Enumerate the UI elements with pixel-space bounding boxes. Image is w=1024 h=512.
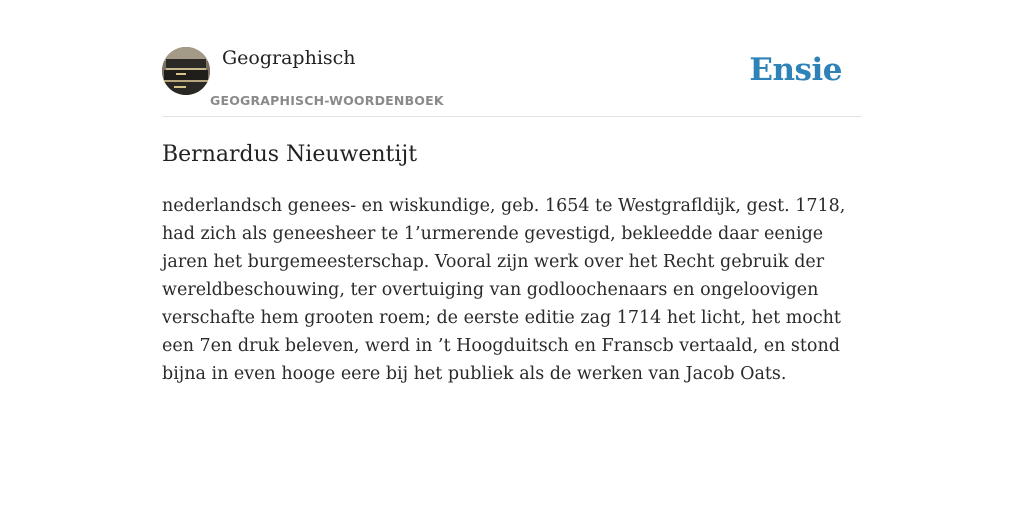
source-subtitle[interactable]: GEOGRAPHISCH-WOORDENBOEK <box>210 93 444 108</box>
book-stack-icon <box>162 47 210 95</box>
entry-title: Bernardus Nieuwentijt <box>162 142 418 167</box>
source-header <box>162 46 862 117</box>
brand-logo[interactable]: Ensie <box>749 52 842 88</box>
source-title[interactable]: Geographisch <box>222 47 356 69</box>
source-avatar[interactable] <box>162 47 210 95</box>
entry-body: nederlandsch genees- en wiskundige, geb. 1654 te Westgrafldijk, gest. 1718, had zich als geneesheer te 1’urmerende gevestigd, bekleedde daar eenige jaren het burgemeesterschap. Vooral zijn werk over het Recht gebruik der wereldbeschouwing, ter overtuiging van godloochenaars en ongeloovigen verschafte hem grooten roem; de eerste editie zag 1714 het licht, het mocht een 7en druk beleven, werd in ’t Hoogduitsch en Franscb vertaald, en stond bijna in even hooge eere bij het publiek als de werken van Jacob Oats. <box>162 196 846 384</box>
